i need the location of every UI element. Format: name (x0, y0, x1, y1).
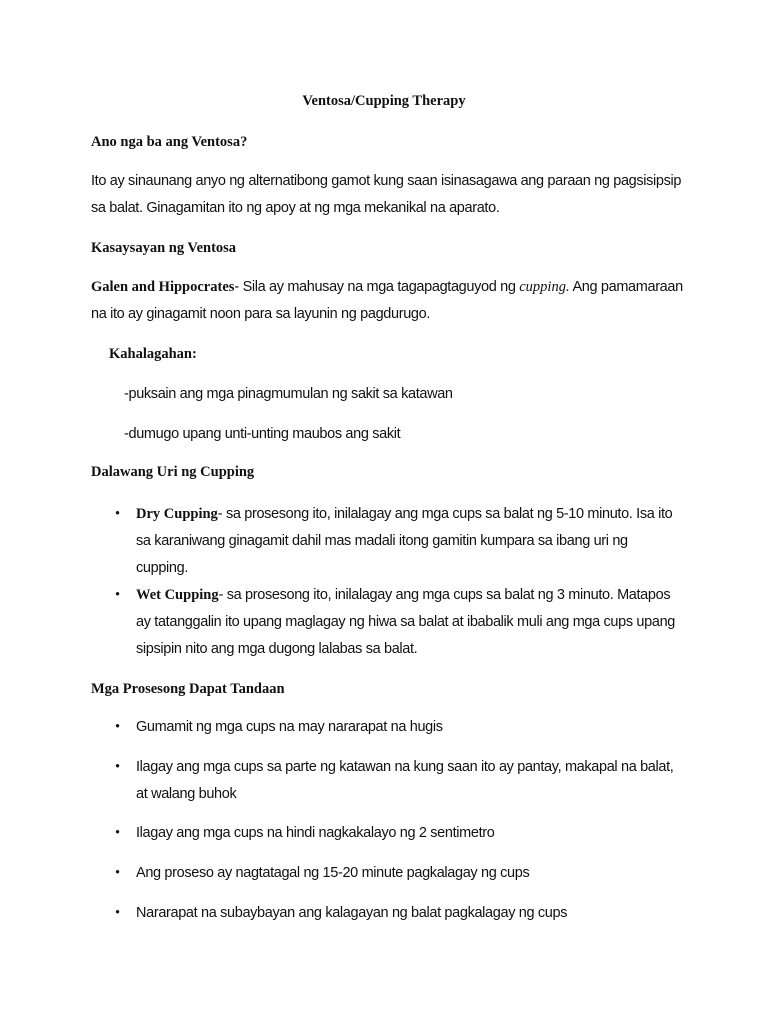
subheading-kahalagahan: Kahalagahan: (109, 346, 197, 362)
process-item-text: Gumamit ng mga cups na may nararapat na hugis (136, 719, 443, 735)
paragraph-definition: Ito ay sinaunang anyo ng alternatibong gamot kung saan isinasagawa ang paraan ng pagsisipsip sa balat. Ginagamitan ito ng apoy at ng mga mekanikal na aparato. (91, 173, 682, 216)
section-heading-ano-nga-ba: Ano nga ba ang Ventosa? (91, 134, 248, 150)
history-italic: cupping. (519, 279, 570, 295)
paragraph-history (91, 274, 691, 328)
document-title: Ventosa/Cupping Therapy (302, 93, 466, 109)
cupping-type-lead: Dry Cupping (136, 506, 218, 522)
cupping-type-lead: Wet Cupping (136, 587, 219, 603)
list-item (115, 501, 675, 582)
history-text-2: Ang pamamaraan na ito ay ginagamit noon para sa layunin ng pagdurugo. (91, 279, 683, 322)
bullet-icon: • (115, 587, 121, 603)
list-item: -dumugo upang unti-unting maubos ang sakit (124, 426, 401, 442)
cupping-type-text: - sa prosesong ito, inilalagay ang mga cups sa balat ng 5-10 minuto. Isa ito sa karaniwang ginagamit dahil mas madali itong gamitin kumpara sa ibang uri ng cupping. (136, 506, 673, 576)
bullet-icon: • (115, 865, 121, 881)
cupping-type-text: - sa prosesong ito, inilalagay ang mga cups sa balat ng 3 minuto. Matapos ay tatanggalin ito upang maglagay ng hiwa sa balat at ibabalik muli ang mga cups upang sipsipin nito ang mga dugong lalabas sa balat. (136, 587, 676, 657)
list-item (115, 582, 675, 663)
bullet-icon: • (115, 506, 121, 522)
list-item (115, 900, 675, 927)
history-text-1: - Sila ay mahusay na mga tagapagtaguyod ng (234, 279, 520, 295)
bullet-icon: • (115, 905, 121, 921)
process-item-text: Ilagay ang mga cups na hindi nagkakalayo ng 2 sentimetro (136, 825, 495, 841)
process-item-text: Nararapat na subaybayan ang kalagayan ng balat pagkalagay ng cups (136, 905, 568, 921)
bullet-icon: • (115, 719, 121, 735)
process-item-text: Ang proseso ay nagtatagal ng 15-20 minute pagkalagay ng cups (136, 865, 530, 881)
section-heading-mga-proseso: Mga Prosesong Dapat Tandaan (91, 681, 285, 697)
list-item (115, 754, 675, 808)
section-heading-dalawang-uri: Dalawang Uri ng Cupping (91, 464, 255, 480)
bullet-icon: • (115, 825, 121, 841)
section-heading-kasaysayan: Kasaysayan ng Ventosa (91, 240, 237, 256)
process-item-text: Ilagay ang mga cups sa parte ng katawan na kung saan ito ay pantay, makapal na balat, at walang buhok (136, 759, 674, 802)
list-item: -puksain ang mga pinagmumulan ng sakit sa katawan (124, 386, 453, 402)
list-item (115, 860, 675, 887)
history-lead: Galen and Hippocrates (91, 279, 235, 295)
list-item (115, 714, 675, 741)
list-item (115, 820, 675, 847)
bullet-icon: • (115, 759, 121, 775)
